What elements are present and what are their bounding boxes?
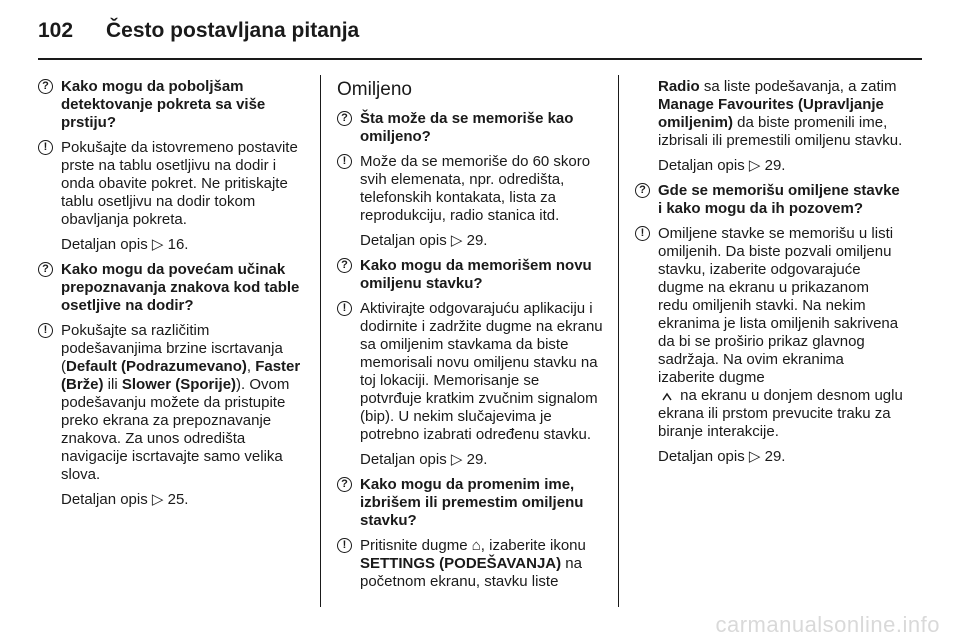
reference-page: 29. — [760, 448, 786, 465]
arrow-icon: ▷ — [151, 236, 164, 253]
arrow-icon: ▷ — [748, 448, 761, 465]
column-3 — [635, 78, 903, 473]
column-2 — [337, 78, 605, 598]
reference-label: Detaljan opis — [658, 157, 749, 174]
question-item — [337, 257, 605, 293]
reference-line — [658, 448, 903, 466]
settings-label: SETTINGS (PODEŠAVANJA) — [360, 555, 562, 572]
column-divider-2 — [618, 75, 619, 607]
exclamation-icon: ! — [337, 538, 352, 553]
answer-text: ). Ovom podešavanju možete da pristupite preko ekrana za prepoznavanje znakova. Za unos odredišta navigacije iscrtavajte samo velika slova. — [61, 376, 290, 483]
question-icon: ? — [635, 183, 650, 198]
answer-item — [337, 300, 605, 444]
answer-text: na ekranu u donjem desnom uglu ekrana ili prstom prevucite traku za biranje interakcije. — [658, 387, 903, 440]
header-rule — [38, 58, 922, 60]
home-icon: ⌂ — [471, 537, 481, 554]
option-default: Default (Podrazumevano) — [66, 358, 247, 375]
column-divider-1 — [320, 75, 321, 607]
section-title: Omiljeno — [337, 79, 412, 100]
question-icon: ? — [38, 262, 53, 277]
option-slower: Slower (Sporije) — [121, 376, 237, 393]
reference-label: Detaljan opis — [61, 491, 152, 508]
question-item — [38, 261, 306, 315]
option-faster: Faster (Brže) — [61, 358, 301, 393]
arrow-icon: ▷ — [450, 232, 463, 249]
page-number: 102 — [38, 19, 74, 42]
answer-item — [635, 225, 903, 441]
exclamation-icon: ! — [38, 140, 53, 155]
watermark: carmanualsonline.info — [715, 612, 940, 637]
reference-label: Detaljan opis — [360, 232, 451, 249]
answer-text: Aktivirajte odgovarajuću aplikaciju i dodirnite i zadržite dugme na ekranu sa omiljenim stavkama da biste memorisali novu omiljenu stavku na toj lokaciji. Memorisanje se potvrđuje kratkim zvučnim signalom (bip). U nekim slučajevima je potrebno izabrati određenu stavku. — [360, 300, 603, 443]
answer-text: na početnom ekranu, stavku liste — [360, 555, 582, 590]
reference-page: 25. — [163, 491, 189, 508]
question-text: Gde se memorišu omiljene stavke i kako mogu da ih pozovem? — [658, 182, 900, 217]
reference-line — [360, 232, 605, 250]
answer-text: , — [246, 358, 256, 375]
reference-page: 29. — [760, 157, 786, 174]
exclamation-icon: ! — [635, 226, 650, 241]
question-icon: ? — [337, 477, 352, 492]
answer-text: sa liste podešavanja, a zatim — [699, 78, 897, 95]
reference-line — [658, 157, 903, 175]
radio-label: Radio — [658, 78, 700, 95]
answer-text: da biste promenili ime, izbrisali ili premestili omiljenu stavku. — [658, 114, 903, 149]
question-item — [38, 78, 306, 132]
question-text: Kako mogu da memorišem novu omiljenu stavku? — [360, 257, 592, 292]
page-title: Često postavljana pitanja — [106, 19, 360, 42]
answer-text: Može da se memoriše do 60 skoro svih elemenata, npr. odredišta, telefonskih kontakata, lista za reprodukciju, radio stanica itd. — [360, 153, 591, 224]
answer-continuation — [658, 78, 903, 150]
arrow-icon: ▷ — [748, 157, 761, 174]
answer-text: ili — [103, 376, 122, 393]
answer-text: Omiljene stavke se memorišu u listi omiljenih. Da biste pozvali omiljenu stavku, izaberite odgovarajuće dugme na ekranu u prikazanom redu omiljenih stavki. Na nekim ekranima je lista omiljenih sakrivena da bi se proširio prikaz glavnog sadržaja. Na ovim ekranima izaberite dugme — [658, 225, 899, 386]
reference-line — [360, 451, 605, 469]
chevron-up-icon — [662, 389, 672, 399]
answer-item — [337, 537, 605, 591]
column-1 — [38, 78, 306, 516]
reference-line — [61, 491, 306, 509]
answer-item — [38, 322, 306, 484]
question-icon: ? — [337, 111, 352, 126]
question-icon: ? — [38, 79, 53, 94]
question-text: Kako mogu da promenim ime, izbrišem ili premestim omiljenu stavku? — [360, 476, 584, 529]
question-text: Šta može da se memoriše kao omiljeno? — [360, 110, 574, 145]
answer-item — [337, 153, 605, 225]
answer-item — [38, 139, 306, 229]
answer-text: , izaberite ikonu — [480, 537, 586, 554]
reference-label: Detaljan opis — [61, 236, 152, 253]
exclamation-icon: ! — [337, 301, 352, 316]
reference-page: 16. — [163, 236, 189, 253]
reference-label: Detaljan opis — [360, 451, 451, 468]
question-item — [337, 476, 605, 530]
arrow-icon: ▷ — [151, 491, 164, 508]
answer-text: Pritisnite dugme — [360, 537, 472, 554]
reference-page: 29. — [462, 451, 488, 468]
reference-line — [61, 236, 306, 254]
question-item — [635, 182, 903, 218]
arrow-icon: ▷ — [450, 451, 463, 468]
exclamation-icon: ! — [38, 323, 53, 338]
manage-favourites-label: Manage Favourites (Upravljanje omiljenim) — [658, 96, 884, 131]
question-text: Kako mogu da povećam učinak prepoznavanja znakova kod table osetljive na dodir? — [61, 261, 300, 314]
question-icon: ? — [337, 258, 352, 273]
answer-text: Pokušajte da istovremeno postavite prste na tablu osetljivu na dodir i onda obavite pokret. Ne pritiskajte tablu osetljivu na dodir tokom obavljanja pokreta. — [61, 139, 298, 228]
question-item — [337, 110, 605, 146]
question-text: Kako mogu da poboljšam detektovanje pokreta sa više prstiju? — [61, 78, 266, 131]
exclamation-icon: ! — [337, 154, 352, 169]
reference-page: 29. — [462, 232, 488, 249]
reference-label: Detaljan opis — [658, 448, 749, 465]
answer-text: Pokušajte sa različitim podešavanjima brzine iscrtavanja ( — [61, 322, 283, 375]
page-header — [38, 14, 359, 48]
